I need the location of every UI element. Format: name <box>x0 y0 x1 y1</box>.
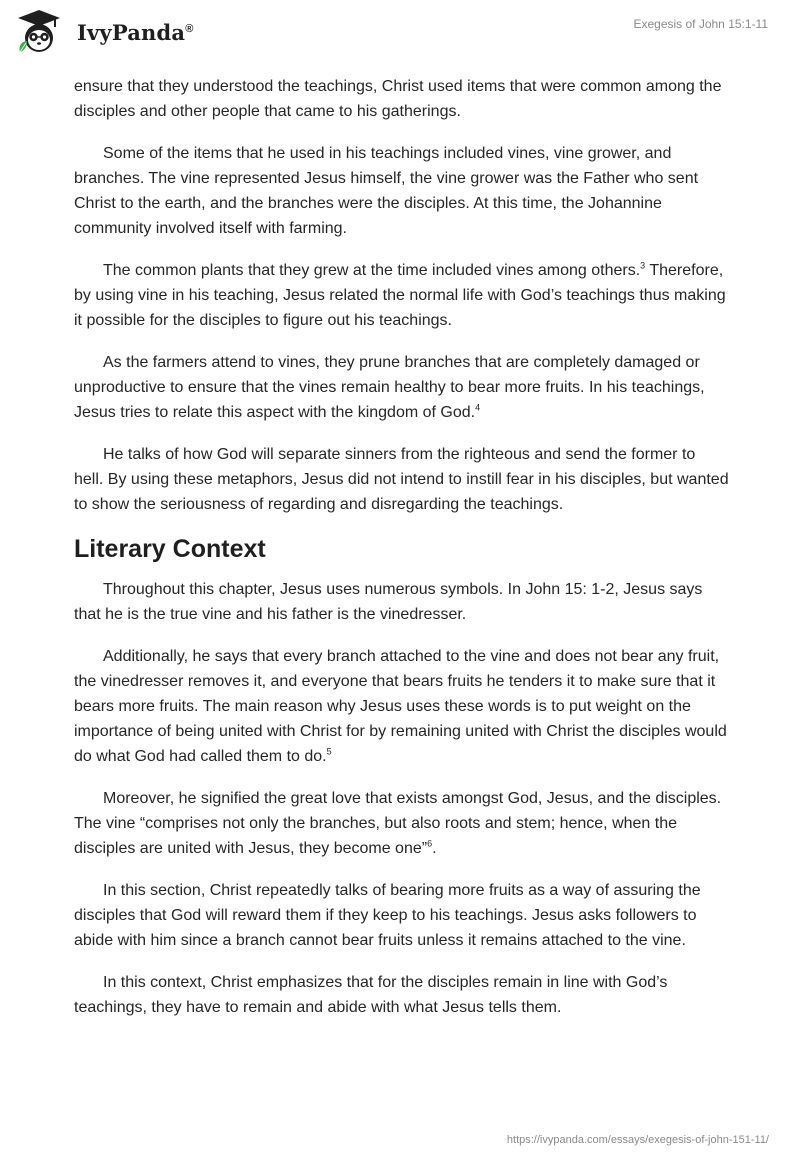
paragraph-3 <box>74 258 729 333</box>
paragraph-7 <box>74 644 729 769</box>
article-body <box>74 74 729 1037</box>
footnote-3[interactable]: 3 <box>640 260 646 271</box>
footnote-6[interactable]: 6 <box>427 838 433 849</box>
ivypanda-logo[interactable] <box>14 8 194 56</box>
paragraph-9: In this section, Christ repeatedly talks of bearing more fruits as a way of assuring the disciples that God will reward them if they keep to his teachings. Jesus asks followers to abide with him since a branch cannot bear fruits unless it remains attached to the vine. <box>74 882 701 949</box>
paragraph-6: Throughout this chapter, Jesus uses numerous symbols. In John 15: 1-2, Jesus says that he is the true vine and his father is the vinedresser. <box>74 581 703 623</box>
document-title: Exegesis of John 15:1-11 <box>633 17 768 31</box>
paragraph-7-text: Additionally, he says that every branch attached to the vine and does not bear any fruit, the vinedresser removes it, and everyone that bears fruits he tenders it to make sure that it bears more fruits. The main reason why Jesus uses these words is to put weight on the importance of being united with Christ for by remaining united with Christ the disciples would do what God had called them to do. <box>74 648 727 765</box>
paragraph-8-end: . <box>432 840 437 857</box>
brand-name <box>77 20 194 45</box>
paragraph-8-text: Moreover, he signified the great love that exists amongst God, Jesus, and the disciples. The vine “comprises not only the branches, but also roots and stem; hence, when the disciples are united with Jesus, they become one” <box>74 790 722 857</box>
footnote-5[interactable]: 5 <box>326 746 332 757</box>
brand-text: IvyPanda <box>77 20 186 45</box>
paragraph-3-text: The common plants that they grew at the time included vines among others. <box>103 262 641 279</box>
paragraph-4-text: As the farmers attend to vines, they prune branches that are completely damaged or unproductive to ensure that the vines remain healthy to bear more fruits. In his teachings, Jesus tries to relate this aspect with the kingdom of God. <box>74 354 705 421</box>
section-heading: Literary Context <box>74 535 266 563</box>
paragraph-2: Some of the items that he used in his teachings included vines, vine grower, and branches. The vine represented Jesus himself, the vine grower was the Father who sent Christ to the earth, and the branches were the disciples. At this time, the Johannine community involved itself with farming. <box>74 145 699 237</box>
footnote-4[interactable]: 4 <box>475 402 481 413</box>
paragraph-3-rest: Therefore, by using vine in his teaching, Jesus related the normal life with God’s teachings thus making it possible for the disciples to figure out his teachings. <box>74 262 726 329</box>
page-header <box>0 0 800 70</box>
paragraph-4 <box>74 350 729 425</box>
paragraph-8 <box>74 786 729 861</box>
paragraph-5: He talks of how God will separate sinners from the righteous and send the former to hell. By using these metaphors, Jesus did not intend to instill fear in his disciples, but wanted to show the seriousness of regarding and disregarding the teachings. <box>74 446 729 513</box>
registered-mark: ® <box>185 23 194 35</box>
paragraph-1: ensure that they understood the teachings, Christ used items that were common among the disciples and other people that came to his gatherings. <box>74 78 722 120</box>
panda-graduate-icon <box>14 8 64 56</box>
source-url-link[interactable]: https://ivypanda.com/essays/exegesis-of-john-151-11/ <box>506 1134 769 1146</box>
paragraph-10: In this context, Christ emphasizes that for the disciples remain in line with God’s teachings, they have to remain and abide with what Jesus tells them. <box>74 974 668 1016</box>
